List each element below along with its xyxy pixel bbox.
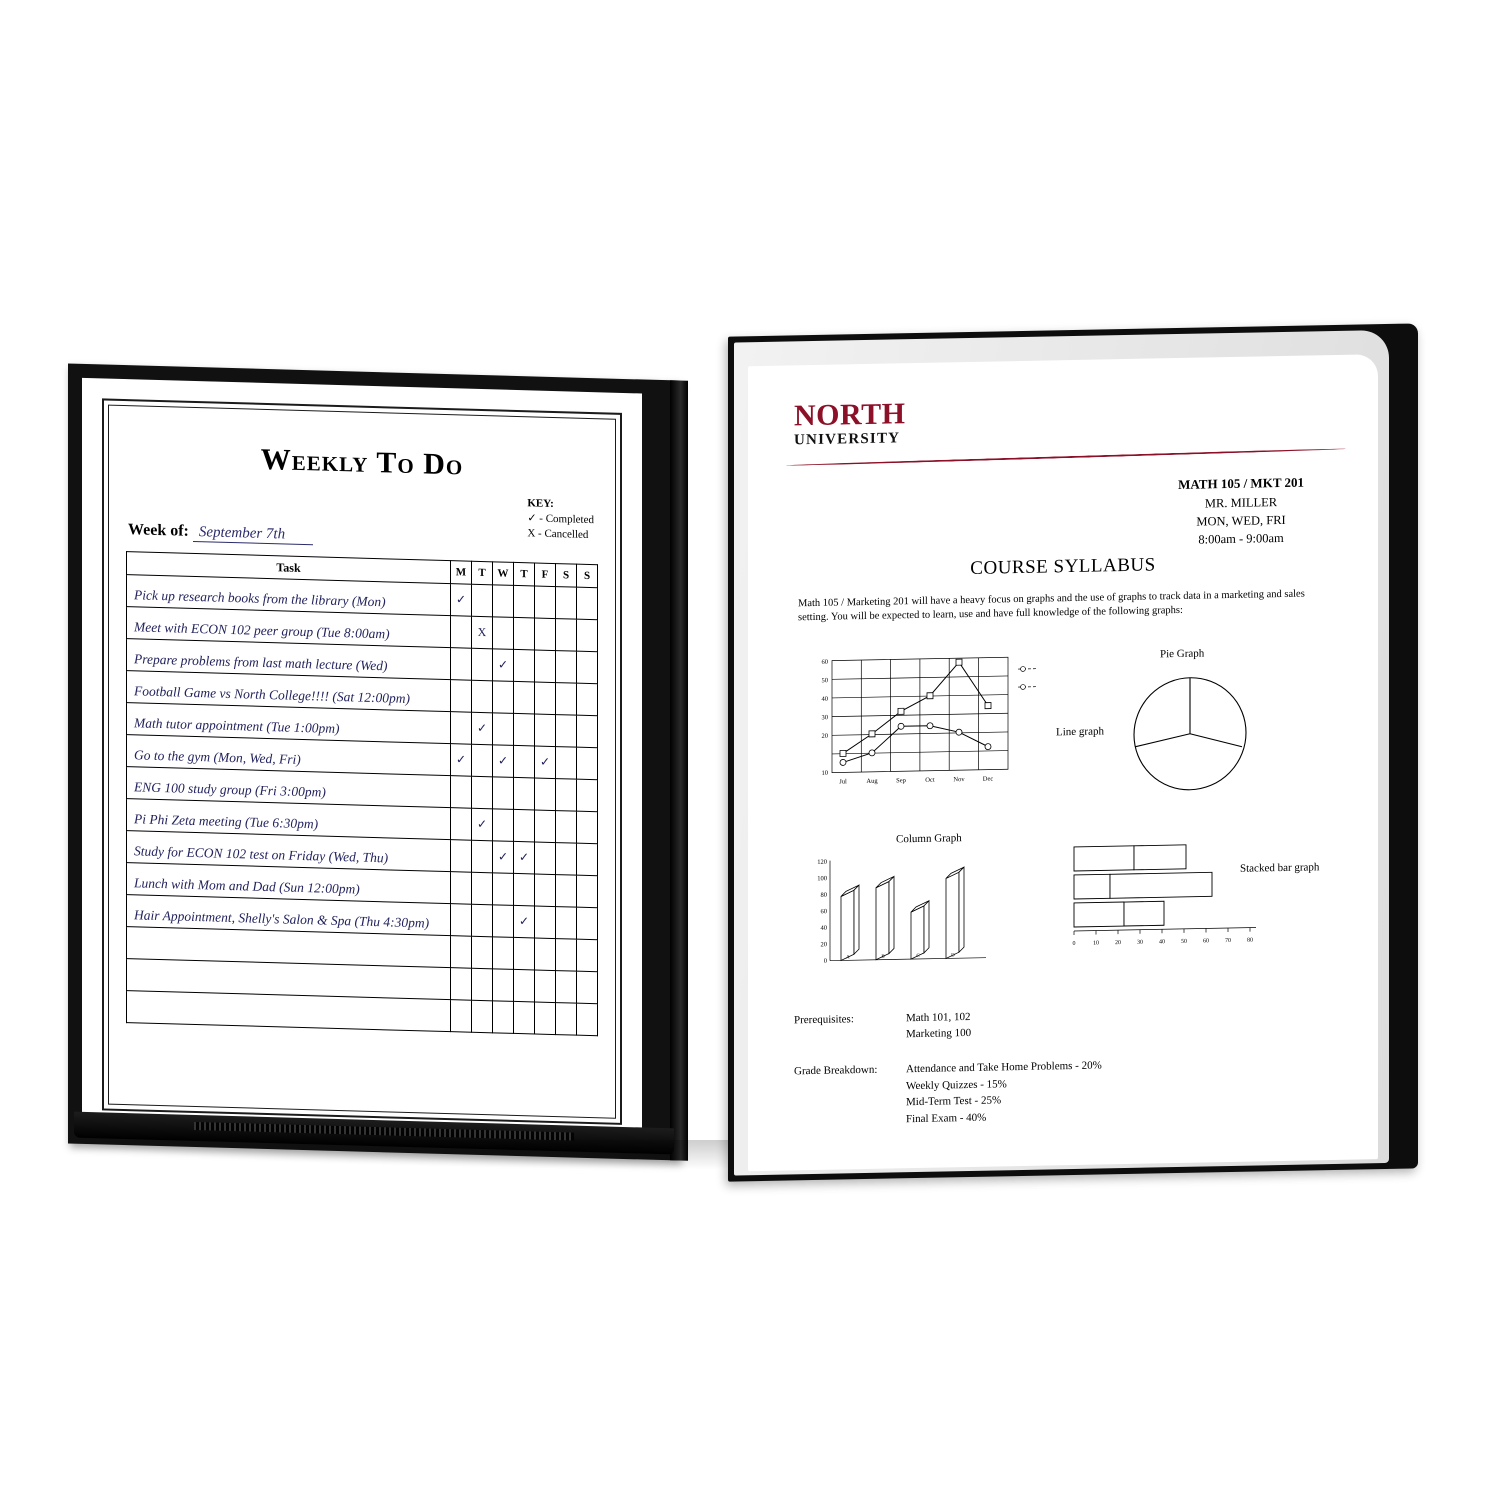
day-mark-cell[interactable]: ✓	[472, 808, 493, 841]
day-mark-cell[interactable]: ✓	[514, 905, 535, 938]
day-mark-cell[interactable]	[577, 1003, 598, 1036]
day-mark-cell[interactable]	[514, 713, 535, 746]
column-header-sat: S	[556, 564, 577, 588]
day-mark-cell[interactable]	[577, 811, 598, 844]
day-mark-cell[interactable]	[514, 937, 535, 970]
day-mark-cell[interactable]	[556, 939, 577, 972]
week-of-row	[128, 521, 313, 544]
grade-items	[906, 1057, 1102, 1127]
page-title: Weekly To Do	[260, 442, 464, 482]
day-mark-cell[interactable]	[556, 811, 577, 844]
key-title: KEY:	[527, 497, 554, 511]
course-info-block	[1178, 474, 1304, 550]
svg-text:60: 60	[820, 908, 827, 916]
stacked-bar-label: Stacked bar graph	[1240, 861, 1320, 875]
day-mark-cell[interactable]	[577, 683, 598, 716]
day-mark-cell[interactable]	[493, 681, 514, 714]
svg-text:70: 70	[1225, 937, 1231, 945]
column-header-task: Task	[127, 552, 451, 584]
grade-breakdown-block	[794, 1057, 1102, 1129]
course-code: MATH 105 / MKT 201	[1178, 474, 1304, 492]
day-mark-cell[interactable]	[535, 618, 556, 651]
task-cell[interactable]: Go to the gym (Mon, Wed, Fri)	[127, 735, 451, 776]
day-mark-cell[interactable]	[535, 874, 556, 907]
day-mark-cell[interactable]	[451, 712, 472, 745]
day-mark-cell[interactable]	[577, 779, 598, 812]
left-binder-cover	[68, 363, 680, 1160]
svg-text:30: 30	[821, 714, 828, 722]
svg-text:D: D	[951, 953, 955, 959]
grade-item-attendance: Attendance and Take Home Problems - 20%	[906, 1059, 1102, 1076]
day-mark-cell[interactable]	[535, 906, 556, 939]
day-mark-cell[interactable]	[451, 1000, 472, 1033]
day-mark-cell[interactable]	[577, 971, 598, 1004]
day-mark-cell[interactable]	[577, 843, 598, 876]
todo-content	[126, 429, 598, 1100]
weekly-todo-page	[82, 378, 642, 1146]
svg-text:10: 10	[1093, 940, 1099, 947]
column-header-wed: W	[493, 562, 514, 586]
right-binder-cover	[728, 323, 1418, 1181]
syllabus-content	[748, 354, 1378, 1171]
day-mark-cell[interactable]	[514, 585, 535, 618]
day-mark-cell[interactable]	[577, 651, 598, 684]
day-mark-cell[interactable]	[556, 715, 577, 748]
svg-text:A: A	[846, 955, 850, 961]
day-mark-cell[interactable]	[514, 873, 535, 906]
svg-text:C: C	[916, 953, 920, 960]
day-mark-cell[interactable]	[451, 936, 472, 969]
day-mark-cell[interactable]	[556, 843, 577, 876]
day-mark-cell[interactable]	[535, 810, 556, 843]
day-mark-cell[interactable]	[472, 968, 493, 1001]
day-mark-cell[interactable]	[577, 907, 598, 940]
syllabus-title: COURSE SYLLABUS	[970, 554, 1156, 579]
todo-table	[126, 551, 598, 1036]
day-mark-cell[interactable]	[493, 777, 514, 810]
day-mark-cell[interactable]	[493, 617, 514, 650]
task-cell[interactable]: Prepare problems from last math lecture (Wed)	[127, 639, 451, 680]
day-mark-cell[interactable]	[556, 619, 577, 652]
grade-item-final: Final Exam - 40%	[906, 1111, 987, 1125]
svg-text:40: 40	[1159, 939, 1165, 946]
day-mark-cell[interactable]	[472, 904, 493, 937]
clear-sleeve	[734, 330, 1389, 1176]
key-legend	[527, 496, 594, 542]
day-mark-cell[interactable]	[514, 969, 535, 1002]
day-mark-cell[interactable]	[514, 681, 535, 714]
day-mark-cell[interactable]	[577, 715, 598, 748]
day-mark-cell[interactable]: X	[472, 616, 493, 649]
svg-text:50: 50	[1181, 938, 1187, 945]
day-mark-cell[interactable]	[493, 937, 514, 970]
logo-north-text: NORTH	[794, 397, 906, 433]
prerequisite-item-2: Marketing 100	[906, 1026, 972, 1041]
day-mark-cell[interactable]	[472, 648, 493, 681]
day-mark-cell[interactable]	[514, 1001, 535, 1034]
column-graph-label: Column Graph	[896, 832, 962, 846]
prerequisites-label: Prerequisites:	[794, 1013, 854, 1027]
day-mark-cell[interactable]	[472, 744, 493, 777]
logo-university-text: UNIVERSITY	[794, 430, 901, 449]
grade-item-quizzes: Weekly Quizzes - 15%	[906, 1077, 1007, 1092]
task-cell[interactable]: Lunch with Mom and Dad (Sun 12:00pm)	[127, 863, 451, 904]
day-mark-cell[interactable]	[514, 745, 535, 778]
svg-text:80: 80	[820, 891, 827, 899]
svg-text:Dec: Dec	[982, 775, 994, 783]
day-mark-cell[interactable]	[556, 683, 577, 716]
svg-text:100: 100	[817, 875, 827, 883]
week-of-label: Week of:	[128, 521, 189, 540]
course-time: 8:00am - 9:00am	[1198, 531, 1284, 547]
svg-text:20: 20	[821, 732, 828, 740]
task-cell[interactable]: Pick up research books from the library (Mon)	[127, 575, 451, 616]
task-cell[interactable]: Study for ECON 102 test on Friday (Wed, Thu)	[127, 831, 451, 872]
day-mark-cell[interactable]	[535, 650, 556, 683]
day-mark-cell[interactable]	[535, 938, 556, 971]
day-mark-cell[interactable]	[514, 777, 535, 810]
day-mark-cell[interactable]	[577, 747, 598, 780]
day-mark-cell[interactable]	[577, 875, 598, 908]
day-mark-cell[interactable]	[556, 587, 577, 620]
grade-item-midterm: Mid-Term Test - 25%	[906, 1094, 1002, 1109]
task-cell[interactable]: Hair Appointment, Shelly's Salon & Spa (Thu 4:30pm)	[127, 895, 451, 936]
svg-text:Nov: Nov	[953, 776, 965, 784]
svg-text:10: 10	[821, 769, 828, 777]
svg-text:40: 40	[820, 924, 827, 932]
week-of-value[interactable]: September 7th	[193, 524, 313, 545]
day-mark-cell[interactable]	[556, 971, 577, 1004]
day-mark-cell[interactable]	[535, 1002, 556, 1035]
svg-text:60: 60	[1203, 938, 1209, 945]
day-mark-cell[interactable]: ✓	[535, 746, 556, 779]
task-cell[interactable]: Football Game vs North College!!!! (Sat 12:00pm)	[127, 671, 451, 712]
column-graph	[796, 849, 1016, 983]
day-mark-cell[interactable]: ✓	[493, 649, 514, 682]
column-header-mon: M	[451, 561, 472, 585]
day-mark-cell[interactable]	[451, 840, 472, 873]
task-cell[interactable]: Math tutor appointment (Tue 1:00pm)	[127, 703, 451, 744]
day-mark-cell[interactable]	[451, 872, 472, 905]
day-mark-cell[interactable]	[556, 1003, 577, 1036]
syllabus-paragraph: Math 105 / Marketing 201 will have a heavy focus on graphs and the use of graphs to track data in a marketing and sales setting. You will be expected to learn, use and have full knowledge of the following graphs:	[798, 588, 1305, 624]
syllabus-page	[748, 354, 1378, 1171]
day-mark-cell[interactable]	[451, 968, 472, 1001]
day-mark-cell[interactable]	[451, 680, 472, 713]
day-mark-cell[interactable]	[493, 905, 514, 938]
day-mark-cell[interactable]	[472, 680, 493, 713]
line-graph-label: Line graph	[1056, 725, 1104, 739]
day-mark-cell[interactable]	[493, 585, 514, 618]
svg-text:120: 120	[817, 858, 827, 866]
day-mark-cell[interactable]	[556, 779, 577, 812]
day-mark-cell[interactable]	[556, 875, 577, 908]
svg-text:Oct: Oct	[925, 776, 935, 784]
day-mark-cell[interactable]	[472, 872, 493, 905]
task-cell[interactable]: Meet with ECON 102 peer group (Tue 8:00am)	[127, 607, 451, 648]
day-mark-cell[interactable]	[472, 776, 493, 809]
svg-text:Jul: Jul	[839, 778, 847, 786]
day-mark-cell[interactable]	[451, 904, 472, 937]
day-mark-cell[interactable]	[535, 970, 556, 1003]
day-mark-cell[interactable]	[535, 682, 556, 715]
day-mark-cell[interactable]	[535, 714, 556, 747]
line-graph	[796, 649, 1046, 804]
svg-text:50: 50	[821, 677, 828, 685]
day-mark-cell[interactable]	[535, 842, 556, 875]
day-mark-cell[interactable]: ✓	[514, 841, 535, 874]
svg-text:20: 20	[1115, 940, 1121, 947]
prerequisites-block	[794, 1010, 971, 1045]
column-header-tue: T	[472, 561, 493, 585]
column-header-fri: F	[535, 563, 556, 587]
day-mark-cell[interactable]	[556, 907, 577, 940]
prerequisite-item-1: Math 101, 102	[906, 1010, 971, 1025]
day-mark-cell[interactable]	[472, 936, 493, 969]
column-header-sun: S	[577, 564, 598, 588]
day-mark-cell[interactable]	[514, 809, 535, 842]
day-mark-cell[interactable]: ✓	[493, 841, 514, 874]
day-mark-cell[interactable]: ✓	[493, 745, 514, 778]
day-mark-cell[interactable]	[577, 587, 598, 620]
day-mark-cell[interactable]: ✓	[451, 584, 472, 617]
binder-spine	[670, 380, 688, 1161]
day-mark-cell[interactable]	[451, 648, 472, 681]
pie-graph	[1118, 666, 1268, 804]
svg-text:20: 20	[820, 941, 827, 949]
day-mark-cell[interactable]	[535, 586, 556, 619]
day-mark-cell[interactable]	[493, 873, 514, 906]
grade-breakdown-label: Grade Breakdown:	[794, 1063, 878, 1078]
day-mark-cell[interactable]: ✓	[472, 712, 493, 745]
svg-text:40: 40	[821, 695, 828, 703]
day-mark-cell[interactable]	[451, 616, 472, 649]
day-mark-cell[interactable]	[493, 809, 514, 842]
key-cancelled: X - Cancelled	[527, 526, 589, 541]
day-mark-cell[interactable]	[472, 584, 493, 617]
day-mark-cell[interactable]	[535, 778, 556, 811]
day-mark-cell[interactable]	[451, 776, 472, 809]
day-mark-cell[interactable]	[556, 651, 577, 684]
svg-text:B: B	[881, 954, 885, 960]
svg-text:0: 0	[1072, 940, 1076, 948]
task-cell[interactable]: Pi Phi Zeta meeting (Tue 6:30pm)	[127, 799, 451, 840]
day-mark-cell[interactable]	[556, 747, 577, 780]
svg-text:Aug: Aug	[866, 777, 878, 785]
todo-table-body	[127, 575, 598, 1036]
day-mark-cell[interactable]	[577, 939, 598, 972]
day-mark-cell[interactable]	[577, 619, 598, 652]
day-mark-cell[interactable]: ✓	[451, 744, 472, 777]
task-cell[interactable]: ENG 100 study group (Fri 3:00pm)	[127, 767, 451, 808]
svg-text:0: 0	[823, 957, 827, 965]
day-mark-cell[interactable]	[493, 1001, 514, 1034]
logo-rule	[786, 448, 1346, 467]
key-completed: ✓ - Completed	[527, 512, 594, 526]
svg-text:60: 60	[821, 658, 828, 666]
column-header-thu: T	[514, 562, 535, 586]
day-mark-cell[interactable]	[514, 617, 535, 650]
binder-texture	[194, 1122, 574, 1141]
day-mark-cell[interactable]	[493, 713, 514, 746]
day-mark-cell[interactable]	[472, 1000, 493, 1033]
pie-graph-label: Pie Graph	[1160, 647, 1205, 661]
stacked-bar-graph	[1056, 829, 1286, 963]
day-mark-cell[interactable]	[472, 840, 493, 873]
day-mark-cell[interactable]	[451, 808, 472, 841]
charts-region	[788, 643, 1348, 984]
svg-text:Sep: Sep	[896, 777, 906, 785]
course-instructor: MR. MILLER	[1204, 494, 1278, 511]
course-days: MON, WED, FRI	[1196, 512, 1286, 529]
svg-text:80: 80	[1247, 937, 1253, 944]
university-logo	[794, 399, 905, 449]
day-mark-cell[interactable]	[493, 969, 514, 1002]
svg-text:30: 30	[1137, 939, 1143, 946]
day-mark-cell[interactable]	[514, 649, 535, 682]
